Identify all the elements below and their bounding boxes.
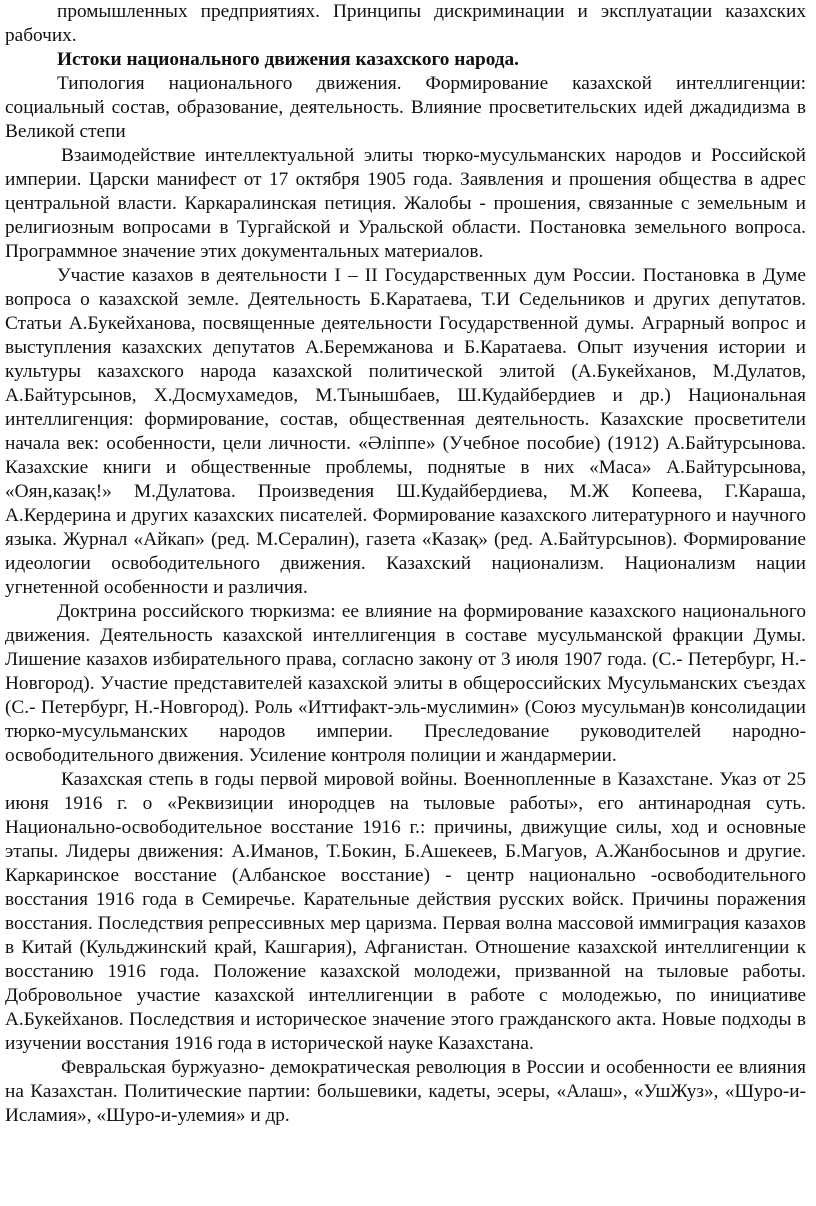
section-heading: Истоки национального движения казахского народа. xyxy=(57,49,520,70)
paragraph-continuation: промышленных предприятиях. Принципы дискриминации и эксплуатации казахских рабочих. xyxy=(5,1,806,46)
paragraph-interaction: Взаимодействие интеллектуальной элиты тюрко-мусульманских народов и Российской империи. Царски манифест от 17 октября 1905 года. Заявления и прошения общества в адрес центральной власти. Каркаралинская петиция. Жалобы - прошения, связанные с земельным и религиозным вопросами в Тургайской и Уральской области. Постановка земельного вопроса. Программное значение этих документальных материалов. xyxy=(5,145,806,262)
paragraph-turkism: Доктрина российского тюркизма: ее влияние на формирование казахского национального движения. Деятельность казахской интеллигенция в составе мусульманской фракции Думы. Лишение казахов избирательного права, согласно закону от 3 июля 1907 года. (С.- Петербург, Н.-Новгород). Участие представителей казахской элиты в общероссийских Мусульманских съездах (С.- Петербург, Н.-Новгород). Роль «Иттифакт-эль-муслимин» (Союз мусульман)в консолидации тюрко-мусульманских народов империи. Преследование руководителей народно-освободительного движения. Усиление контроля полиции и жандармерии. xyxy=(5,601,806,766)
paragraph-ww1: Казахская степь в годы первой мировой войны. Военнопленные в Казахстане. Указ от 25 июня 1916 г. о «Реквизиции инородцев на тыловые работы», его антинародная суть. Национально-освободительное восстание 1916 г.: причины, движущие силы, ход и основные этапы. Лидеры движения: А.Иманов, Т.Бокин, Б.Ашекеев, Б.Магуов, А.Жанбосынов и другие. Каркаринское восстание (Албанское восстание) - центр национально -освободительного восстания 1916 года в Семиречье. Карательные действия русских войск. Причины поражения восстания. Последствия репрессивных мер царизма. Первая волна массовой иммиграция казахов в Китай (Кульджинский край, Кашгария), Афганистан. Отношение казахской интеллигенции к восстанию 1916 года. Положение казахской молодежи, призванной на тыловые работы. Добровольное участие казахской интеллигенции в работе с молодежью, по инициативе А.Букейханов. Последствия и историческое значение этого гражданского акта. Новые подходы в изучении восстания 1916 года в исторической науке Казахстана. xyxy=(5,769,806,1054)
paragraph-february-revolution: Февральская буржуазно- демократическая революция в России и особенности ее влияния на Казахстан. Политические партии: большевики, кадеты, эсеры, «Алаш», «УшЖуз», «Шуро-и-Исламия», «Шуро-и-улемия» и др. xyxy=(5,1057,806,1126)
paragraph-duma: Участие казахов в деятельности I – II Государственных дум России. Постановка в Думе вопроса о казахской земле. Деятельность Б.Каратаева, Т.И Седельников и других депутатов. Статьи А.Букейханова, посвященные деятельности Государственной думы. Аграрный вопрос и выступления казахских депутатов А.Беремжанова и Б.Каратаева. Опыт изучения истории и культуры казахского народа казахской политической элитой (А.Букейханов, М.Дулатов, А.Байтурсынов, Х.Досмухамедов, М.Тынышбаев, Ш.Кудайбердиев и др.) Национальная интеллигенция: формирование, состав, общественная деятельность. Казахские просветители начала век: особенности, цели личности. «Әліппе» (Учебное пособие) (1912) А.Байтурсынова. Казахские книги и общественные проблемы, поднятые в них «Маса» А.Байтурсынова, «Оян,казақ!» М.Дулатова. Произведения Ш.Кудайбердиева, М.Ж Копеева, Г.Караша, А.Кердерина и других казахских писателей. Формирование казахского литературного и научного языка. Журнал «Айкап» (ред. М.Сералин), газета «Казақ» (ред. А.Байтурсынов). Формирование идеологии освободительного движения. Казахский национализм. Национализм нации угнетенной особенности и различия. xyxy=(5,265,806,598)
paragraph-typology: Типология национального движения. Формирование казахской интеллигенции: социальный состав, образование, деятельность. Влияние просветительских идей джадидизма в Великой степи xyxy=(5,73,806,142)
